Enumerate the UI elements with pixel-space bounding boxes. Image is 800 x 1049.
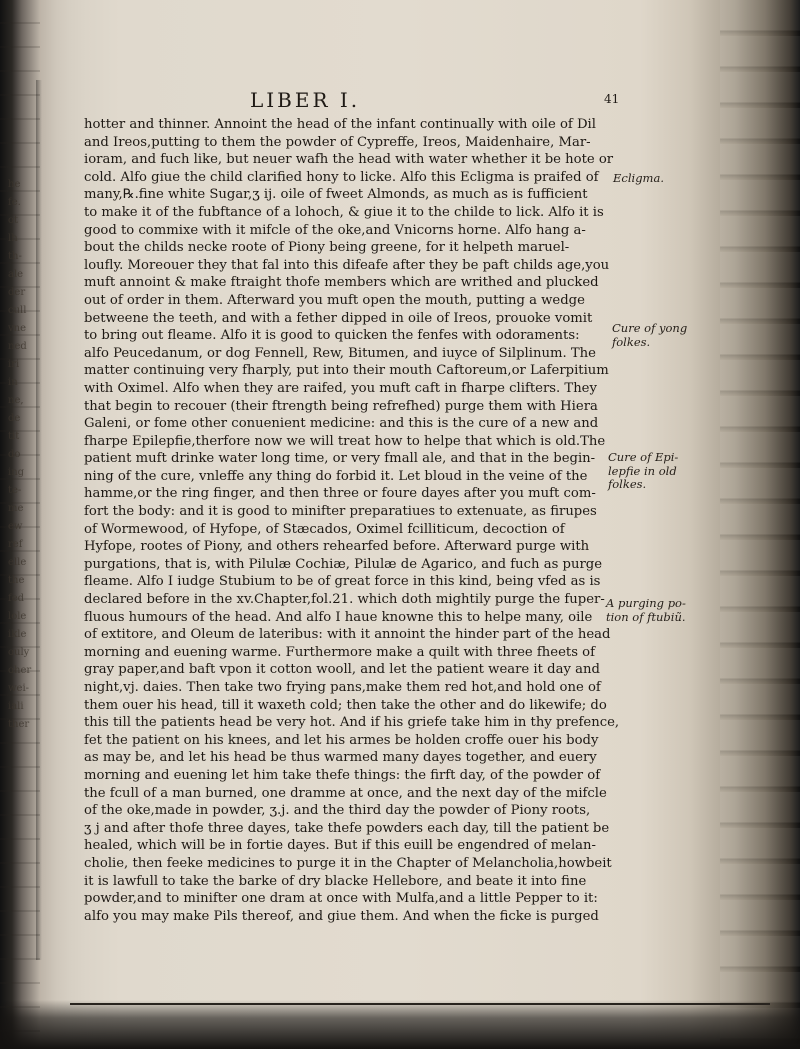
text-line: hamme,or the ring finger, and then three or foure dayes after you muft com-	[84, 486, 596, 502]
left-fragment: vne	[8, 323, 27, 334]
page-header	[0, 88, 800, 118]
left-fragment: oher	[8, 665, 32, 676]
left-fragment: he	[8, 179, 21, 190]
text-line: alfo you may make Pils thereof, and giue them. And when the ficke is purged	[84, 908, 599, 924]
left-fragment: tit	[8, 431, 20, 442]
text-line: fort the body: and it is good to minifter preparatiues to extenuate, as firupes	[84, 504, 597, 520]
left-fragment: elle	[8, 557, 27, 568]
text-line: cold. Alfo giue the child clarified hony to licke. Alfo this Ecligma is praifed of	[84, 169, 599, 185]
left-fragment: iali	[8, 701, 24, 712]
text-line: many,℞.fine white Sugar,ʒ ij. oile of fweet Almonds, as much as is fufficient	[84, 187, 588, 203]
text-line: healed, which will be in fortie dayes. But if this euill be engendred of melan-	[84, 838, 596, 854]
text-line	[84, 925, 684, 943]
margin-note-cure-old	[608, 451, 728, 492]
text-line: morning and euening warme. Furthermore make a quilt with three fheets of	[84, 644, 595, 660]
page-edge	[720, 0, 800, 1049]
text-line: ʒ j and after thofe three dayes, take thefe powders each day, till the patient be	[84, 820, 610, 836]
margin-note-purging	[606, 597, 726, 624]
text-line: bout the childs necke roote of Piony being greene, for it helpeth maruel-	[84, 240, 570, 256]
text-line: gray paper,and baft vpon it cotton wooll, and let the patient weare it day and	[84, 662, 600, 678]
text-line: that begin to recouer (their ftrength being refrefhed) purge them with Hiera	[84, 398, 598, 414]
text-line: loufly. Moreouer they that fal into this difeafe after they be paft childs age,you	[84, 257, 610, 273]
margin-note-line: lepfie in old	[608, 463, 677, 478]
margin-note-line: Cure of yong	[612, 321, 688, 335]
margin-note-line: tion of ftubiũ.	[606, 609, 686, 624]
gutter-shadow	[36, 80, 42, 960]
left-fragment: the	[8, 575, 25, 586]
left-fragment: fed	[8, 593, 25, 604]
text-line: fharpe Epilepfie,therfore now we will treat how to helpe that which is old.The	[84, 433, 606, 449]
margin-note-ecligma	[613, 172, 733, 186]
left-fragment: ther	[8, 719, 30, 730]
body-text	[84, 116, 684, 943]
text-line: alfo Peucedanum, or dog Fennell, Rew, Bitumen, and iuyce of Silplinum. The	[84, 345, 596, 361]
text-line: fluous humours of the head. And alfo I haue knowne this to helpe many, oile	[84, 609, 593, 625]
text-line: and Ireos,putting to them the powder of Cypreffe, Ireos, Maidenhaire, Mar-	[84, 134, 591, 150]
left-fragment: de	[8, 413, 21, 424]
text-line: night,vj. daies. Then take two frying pans,make them red hot,and hold one of	[84, 680, 601, 695]
text-line: it is lawfull to take the barke of dry blacke Hellebore, and beate it into fine	[84, 873, 587, 889]
page-number: 41	[604, 92, 620, 106]
text-line: to bring out fleame. Alfo it is good to quicken the fenfes with odoraments:	[84, 328, 580, 344]
text-line: fet the patient on his knees, and let his armes be holden croffe ouer his body	[84, 732, 599, 748]
text-line: with Oximel. Alfo when they are raifed, you muft caft in fharpe clifters. They	[84, 380, 597, 396]
left-fragment: cull	[8, 305, 27, 316]
facing-page-strip	[0, 0, 40, 1049]
text-line: Hyfope, rootes of Piony, and others rehearfed before. Afterward purge with	[84, 539, 590, 555]
margin-note-line: folkes.	[608, 477, 647, 491]
text-line: muft annoint & make ftraight thofe members which are writhed and plucked	[84, 275, 599, 291]
left-fragment: te-	[8, 485, 22, 496]
text-line: patient muft drinke water long time, or very fmall ale, and that in the begin-	[84, 451, 596, 467]
text-line: fleame. Alfo I iudge Stubium to be of great force in this kind, being vfed as is	[84, 574, 601, 590]
left-fragment: th-	[8, 251, 22, 262]
text-line: morning and euening let him take thefe things: the firft day, of the powder of	[84, 767, 601, 783]
text-line: purgations, that is, with Pilulæ Cochiæ, Pilulæ de Agarico, and fuch as purge	[84, 556, 603, 572]
text-line: the fcull of a man burned, one dramme at once, and the next day of the mifcle	[84, 785, 607, 801]
left-fragment: ne,	[8, 395, 24, 406]
left-fragment: ikle	[8, 629, 27, 640]
left-fragment: lh	[8, 233, 18, 244]
text-line: ioram, and fuch like, but neuer wafh the head with water whether it be hote or	[84, 152, 614, 168]
left-fragment: lole	[8, 611, 27, 622]
text-line: as may be, and let his head be thus warmed many dayes together, and euery	[84, 750, 597, 766]
left-fragment: ale	[8, 269, 24, 280]
left-fragment: ned	[8, 341, 27, 352]
left-fragment: fe.	[8, 197, 21, 208]
text-line: matter continuing very fharply, put into their mouth Caftoreum,or Laferpitium	[84, 363, 609, 379]
left-fragment: iri	[8, 359, 20, 370]
left-fragment: do	[8, 449, 21, 460]
margin-note-line: folkes.	[612, 334, 651, 349]
left-fragment: in	[8, 377, 18, 388]
left-fragment: ing	[8, 467, 25, 478]
margin-note-line: Cure of Epi-	[608, 450, 679, 464]
left-fragment: me	[8, 503, 24, 514]
text-line: hotter and thinner. Annoint the head of the infant continually with oile of Dil	[84, 117, 596, 132]
text-line: powder,and to minifter one dram at once with Mulfa,and a little Pepper to it:	[84, 891, 598, 907]
margin-note-line: A purging po-	[606, 596, 686, 610]
text-line: good to commixe with it mifcle of the oke,and Vnicorns horne. Alfo hang a-	[84, 222, 586, 238]
margin-note-cure-young	[612, 322, 732, 349]
scan-bottom-shadow	[0, 1000, 800, 1049]
text-line: out of order in them. Afterward you muft open the mouth, putting a wedge	[84, 292, 585, 308]
running-head: LIBER I.	[250, 88, 361, 112]
text-line: of Wormewood, of Hyfope, of Stæcados, Oximel fcilliticum, decoction of	[84, 521, 565, 537]
left-fragment: ot	[8, 215, 19, 226]
left-fragment: wei-	[8, 683, 30, 694]
left-fragment: der	[8, 287, 26, 298]
left-fragment: ew	[8, 521, 23, 532]
text-line: declared before in the xv.Chapter,fol.21. which doth mightily purge the fuper-	[84, 592, 605, 608]
text-line: cholie, then feeke medicines to purge it in the Chapter of Melancholia,howbeit	[84, 855, 612, 871]
text-line: of the oke,made in powder, ʒ.j. and the third day the powder of Piony roots,	[84, 803, 591, 819]
text-line: Galeni, or fome other conuenient medicine: and this is the cure of a new and	[84, 416, 599, 432]
text-line: of extitore, and Oleum de lateribus: with it annoint the hinder part of the head	[84, 627, 611, 643]
text-line: to make it of the fubftance of a lohoch, & giue it to the childe to lick. Alfo it is	[84, 204, 604, 220]
text-line: betweene the teeth, and with a fether dipped in oile of Ireos, prouoke vomit	[84, 310, 593, 326]
margin-note-line: Ecligma.	[613, 171, 664, 185]
text-line: ning of the cure, vnleffe any thing do forbid it. Let bloud in the veine of the	[84, 468, 588, 484]
left-fragment: ref	[8, 539, 23, 550]
left-fragment: ouly	[8, 647, 30, 658]
text-line: this till the patients head be very hot. And if his griefe take him in thy prefence,	[84, 715, 620, 731]
text-line: them ouer his head, till it waxeth cold; then take the other and do likewife; do	[84, 697, 607, 713]
